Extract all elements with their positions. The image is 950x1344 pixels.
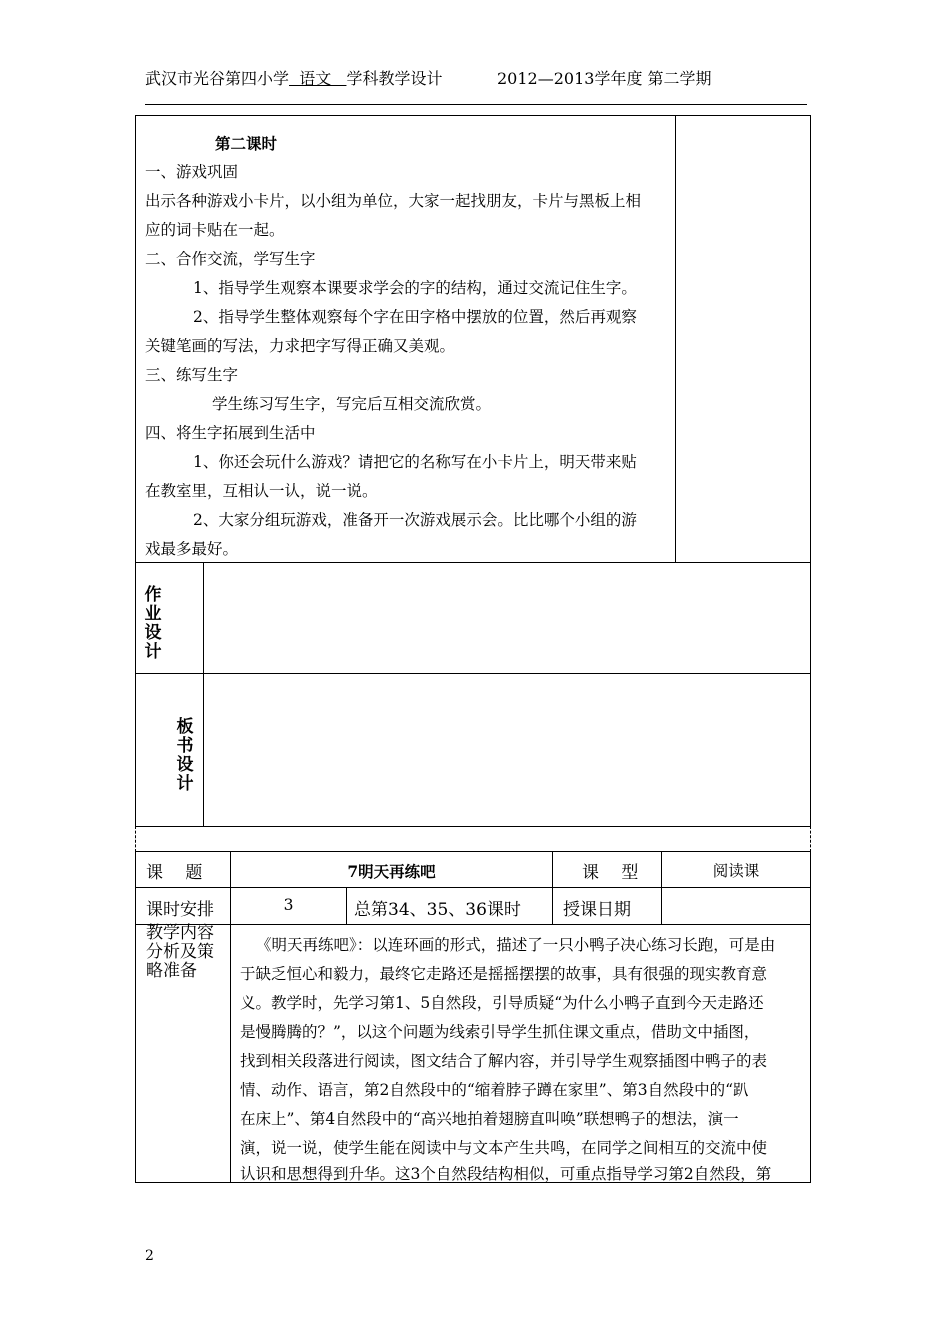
date-value-cell [661, 887, 811, 925]
type-value: 阅读课 [712, 862, 760, 880]
analysis-line: 情、动作、语言，第2自然段中的“缩着脖子蹲在家里”、第3自然段中的“趴 [240, 1081, 749, 1099]
topic-value: 7明天再练吧 [347, 862, 436, 881]
homework-label: 作 业 设 计 [144, 585, 162, 662]
type-label: 课 型 [582, 863, 639, 883]
schedule-label: 课时安排 [146, 900, 214, 920]
lesson2-line: 二、合作交流，学写生字 [145, 250, 316, 268]
topic-label: 课 题 [146, 863, 203, 883]
lesson2-line: 一、游戏巩固 [145, 163, 239, 181]
lesson2-line: 1、指导学生观察本课要求学会的字的结构，通过交流记住生字。 [193, 279, 637, 297]
analysis-label: 教学内容分析及策略准备 [146, 923, 214, 981]
analysis-line: 是慢腾腾的？”，以这个问题为线索引导学生抓住课文重点，借助文中插图， [240, 1023, 760, 1041]
header-school: 武汉市光谷第四小学 [145, 69, 290, 88]
lesson2-line: 在教室里，互相认一认，说一说。 [145, 482, 378, 500]
lesson2-side-cell [675, 115, 811, 563]
lesson2-line: 2、指导学生整体观察每个字在田字格中摆放的位置，然后再观察 [193, 308, 637, 326]
date-label: 授课日期 [563, 900, 631, 920]
board-content-cell [203, 673, 811, 827]
lesson2-line: 关键笔画的写法，力求把字写得正确又美观。 [145, 337, 456, 355]
schedule-value: 3 [283, 896, 294, 914]
header-subject: 语文 [289, 69, 347, 88]
lesson2-line: 三、练写生字 [145, 366, 239, 384]
analysis-line: 义。教学时，先学习第1、5自然段，引导质疑“为什么小鸭子直到今天走路还 [240, 994, 764, 1012]
page-header [145, 62, 807, 105]
lesson2-line: 学生练习写生字，写完后互相交流欣赏。 [212, 395, 492, 413]
lesson2-line: 1、你还会玩什么游戏？请把它的名称写在小卡片上，明天带来贴 [193, 453, 637, 471]
analysis-line: 于缺乏恒心和毅力，最终它走路还是摇摇摆摆的故事，具有很强的现实教育意 [240, 965, 768, 983]
page-number: 2 [145, 1248, 154, 1264]
header-term: 2012—2013学年度 第二学期 [497, 69, 712, 88]
lesson2-line: 四、将生字拓展到生活中 [145, 424, 316, 442]
lesson2-title: 第二课时 [215, 134, 278, 153]
section-separator [135, 826, 811, 852]
lesson2-line: 戏最多最好。 [145, 540, 239, 558]
total-label: 总第34、35、36课时 [354, 900, 521, 920]
board-label: 板 书 设 计 [176, 717, 194, 794]
analysis-line: 演，说一说，使学生能在阅读中与文本产生共鸣，在同学之间相互的交流中使 [240, 1139, 768, 1157]
header-suffix: 学科教学设计 [346, 69, 443, 88]
header-school-line [145, 66, 442, 89]
analysis-line: 认识和思想得到升华。这3个自然段结构相似，可重点指导学习第2自然段，第 [240, 1165, 772, 1183]
analysis-line: 找到相关段落进行阅读，图文结合了解内容，并引导学生观察插图中鸭子的表 [240, 1052, 768, 1070]
analysis-line: 《明天再练吧》：以连环画的形式，描述了一只小鸭子决心练习长跑，可是由 [256, 936, 776, 954]
analysis-line: 在床上”、第4自然段中的“高兴地拍着翅膀直叫唤”联想鸭子的想法，演一 [240, 1110, 739, 1128]
lesson2-line: 应的词卡贴在一起。 [145, 221, 285, 239]
lesson2-line: 出示各种游戏小卡片，以小组为单位，大家一起找朋友，卡片与黑板上相 [145, 192, 642, 210]
lesson2-line: 2、大家分组玩游戏，准备开一次游戏展示会。比比哪个小组的游 [193, 511, 637, 529]
homework-content-cell [203, 562, 811, 674]
